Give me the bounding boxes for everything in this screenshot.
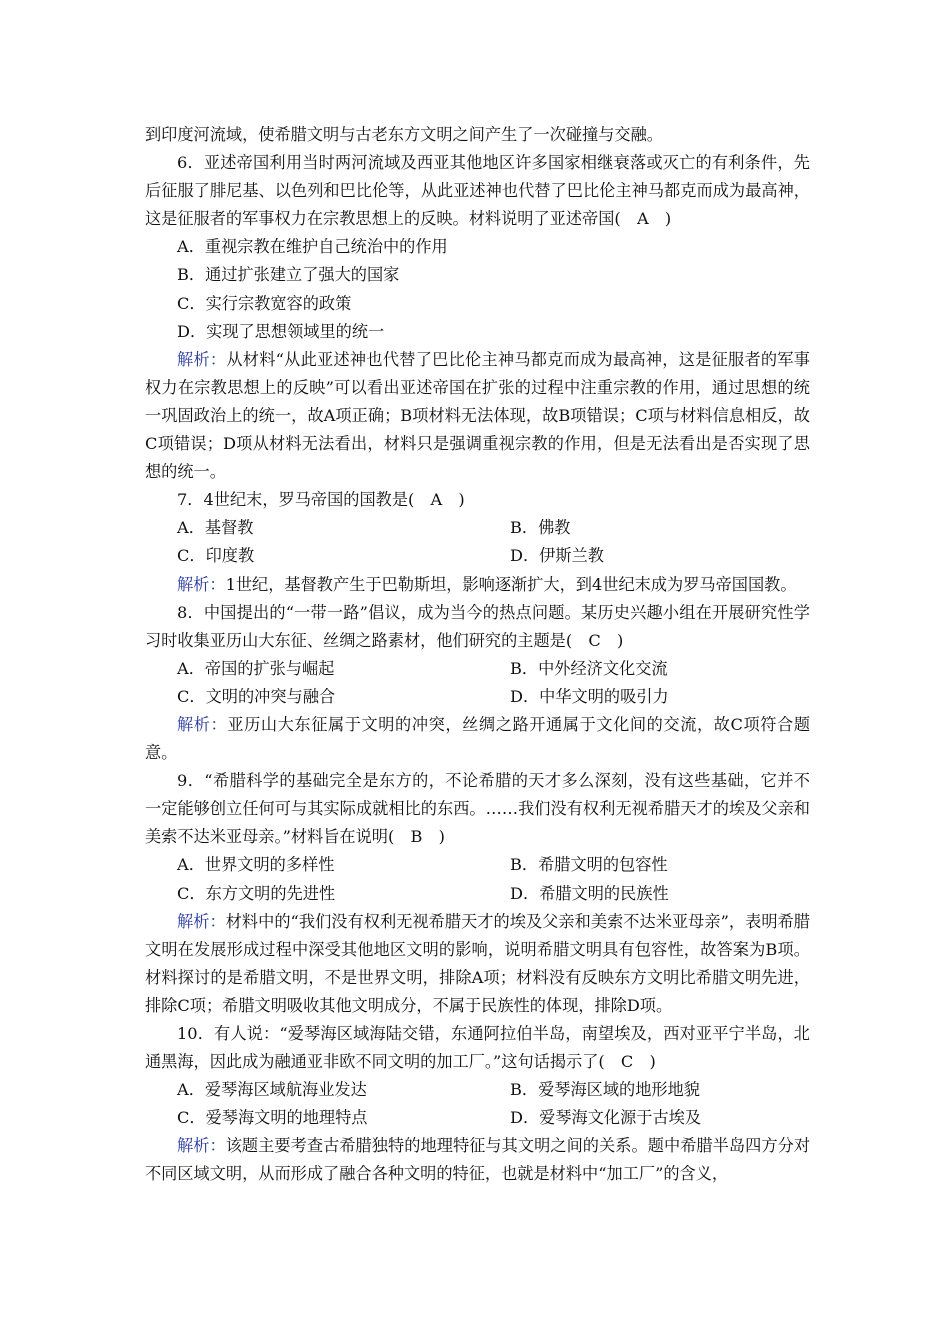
q9-options-row-1: [145, 851, 810, 879]
question-10-stem: 10．有人说：“爱琴海区域海陆交错，东通阿拉伯半岛，南望埃及，西对亚平宁半岛，北通黑海，因此成为融通亚非欧不同文明的加工厂。”这句话揭示了( C ): [145, 1024, 810, 1072]
analysis-label: 解析：: [177, 714, 228, 734]
q7-option-d: D．伊斯兰教: [510, 546, 604, 566]
q7-analysis-text: 1世纪，基督教产生于巴勒斯坦，影响逐渐扩大，到4世纪末成为罗马帝国国教。: [225, 574, 797, 594]
analysis-label: 解析：: [177, 349, 227, 369]
q9-option-b: B．希腊文明的包容性: [510, 855, 668, 875]
q8-analysis-text: 亚历山大东征属于文明的冲突，丝绸之路开通属于文化间的交流，故C项符合题意。: [145, 714, 811, 763]
question-7-stem: 7．4世纪末，罗马帝国的国教是( A ): [177, 490, 465, 510]
q8-option-a: A．帝国的扩张与崛起: [177, 658, 335, 678]
q7-option-a: A．基督教: [177, 518, 254, 538]
intro-line: 到印度河流域，使希腊文明与古老东方文明之间产生了一次碰撞与交融。: [145, 125, 663, 144]
q6-option-b: B．通过扩张建立了强大的国家: [177, 265, 400, 285]
q8-options-row-1: [145, 655, 810, 683]
q9-analysis-text: 材料中的“我们没有权利无视希腊天才的埃及父亲和美索不达米亚母亲”，表明希腊文明在发展形成过程中深受其他地区文明的影响，说明希腊文明具有包容性，故答案为B项。材料探讨的是希腊文明，不是世界文明，排除A项；材料没有反映东方文明比希腊文明先进，排除C项；希腊文明吸收其他文明成分，不属于民族性的体现，排除D项。: [145, 911, 810, 1015]
q10-options-row-1: [145, 1076, 810, 1104]
question-6-stem: 6．亚述帝国利用当时两河流域及西亚其他地区许多国家相继衰落或灭亡的有利条件，先后征服了腓尼基、以色列和巴比伦等，从此亚述神也代替了巴比伦主神马都克而成为最高神，这是征服者的军事权力在宗教思想上的反映。材料说明了亚述帝国( A ): [145, 153, 810, 229]
q7-options-row-1: [145, 514, 810, 542]
q9-option-d: D．希腊文明的民族性: [510, 883, 669, 903]
q7-options-row-2: [145, 542, 810, 570]
q8-options-row-2: [145, 683, 810, 711]
q8-option-c: C．文明的冲突与融合: [177, 686, 336, 706]
q10-analysis-text: 该题主要考查古希腊独特的地理特征与其文明之间的关系。题中希腊半岛四方分对不同区域文明，从而形成了融合各种文明的特征，也就是材料中“加工厂”的含义，: [145, 1136, 811, 1184]
q7-option-b: B．佛教: [510, 518, 571, 538]
q10-option-b: B．爱琴海区域的地形地貌: [510, 1080, 700, 1100]
q10-option-a: A．爱琴海区域航海业发达: [177, 1080, 367, 1100]
question-9-stem: 9．“希腊科学的基础完全是东方的，不论希腊的天才多么深刻，没有这些基础，它并不一定能够创立任何可与其实际成就相比的东西。……我们没有权利无视希腊天才的埃及父亲和美索不达米亚母亲。”材料旨在说明( B ): [145, 771, 810, 847]
q9-option-c: C．东方文明的先进性: [177, 883, 336, 903]
page-content: [145, 121, 810, 1189]
q8-option-d: D．中华文明的吸引力: [510, 686, 669, 706]
q6-option-c: C．实行宗教宽容的政策: [177, 293, 352, 313]
q10-analysis: [145, 1132, 810, 1188]
q10-option-c: C．爱琴海文明的地理特点: [177, 1108, 368, 1128]
analysis-label: 解析：: [177, 574, 226, 594]
q7-analysis: [145, 571, 810, 599]
question-8-stem: 8．中国提出的“一带一路”倡议，成为当今的热点问题。某历史兴趣小组在开展研究性学习时收集亚历山大东征、丝绸之路素材，他们研究的主题是( C ): [145, 602, 810, 650]
q8-analysis: [145, 711, 810, 767]
q9-options-row-2: [145, 880, 810, 908]
q7-option-c: C．印度教: [177, 546, 255, 566]
q9-option-a: A．世界文明的多样性: [177, 855, 335, 875]
analysis-label: 解析：: [177, 1136, 226, 1156]
q6-analysis: [145, 346, 810, 486]
q6-option-d: D．实现了思想领域里的统一: [177, 321, 385, 341]
q6-option-a: A．重视宗教在维护自己统治中的作用: [177, 237, 448, 257]
q10-options-row-2: [145, 1104, 810, 1132]
q10-option-d: D．爱琴海文化源于古埃及: [510, 1108, 702, 1128]
q9-analysis: [145, 908, 810, 1020]
q6-analysis-text: 从材料“从此亚述神也代替了巴比伦主神马都克而成为最高神，这是征服者的军事权力在宗教思想上的反映”可以看出亚述帝国在扩张的过程中注重宗教的作用，通过思想的统一巩固政治上的统一，故A项正确；B项材料无法体现，故B项错误；C项与材料信息相反，故C项错误；D项从材料无法看出，材料只是强调重视宗教的作用，但是无法看出是否实现了思想的统一。: [145, 349, 810, 482]
q8-option-b: B．中外经济文化交流: [510, 658, 668, 678]
analysis-label: 解析：: [177, 911, 226, 931]
